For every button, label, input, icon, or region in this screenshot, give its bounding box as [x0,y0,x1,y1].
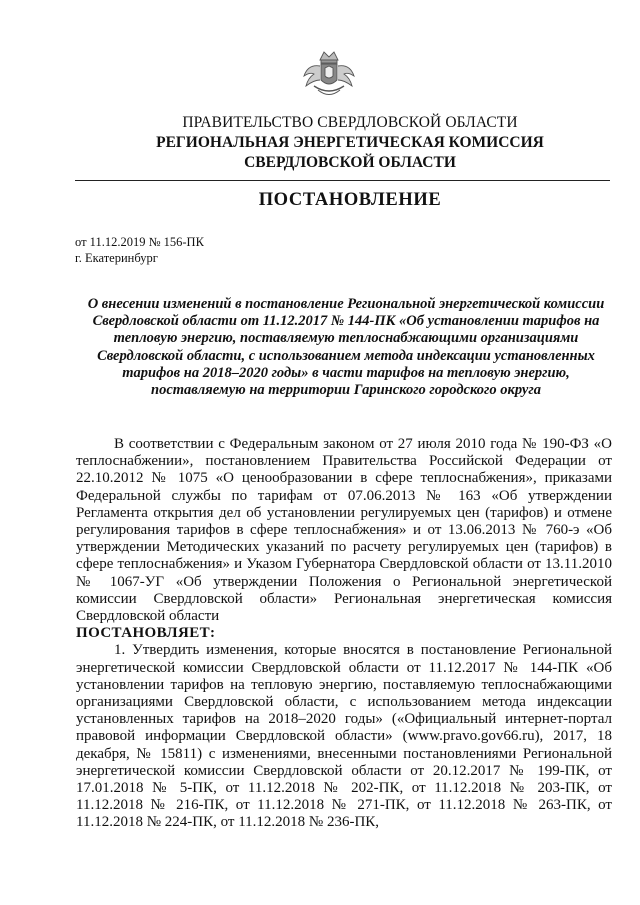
government-name: ПРАВИТЕЛЬСТВО СВЕРДЛОВСКОЙ ОБЛАСТИ [182,114,518,131]
commission-name: РЕГИОНАЛЬНАЯ ЭНЕРГЕТИЧЕСКАЯ КОМИССИЯ [156,134,544,151]
resolves-heading: ПОСТАНОВЛЯЕТ: [76,625,216,642]
region-name: СВЕРДЛОВСКОЙ ОБЛАСТИ [244,154,456,171]
document-type: ПОСТАНОВЛЕНИЕ [258,190,442,210]
header-divider [75,180,610,181]
coat-of-arms-icon [300,46,358,102]
document-subject: О внесении изменений в постановление Региональной энергетической комиссии Свердловской области от 11.12.2017 № 144-ПК «Об установлении тарифов на тепловую энергию, поставляемую теплоснабжающими организациями Свердловской области, с использованием метода индексации установленных тарифов на 2018–2020 годы» в части тарифов на тепловую энергию, поставляемую на территории Гаринского городского округа [87,296,605,399]
document-body [76,436,612,832]
item-1-paragraph: 1. Утвердить изменения, которые вносятся в постановление Региональной энергетической комиссии Свердловской области от 11.12.2017 № 144-ПК «Об установлении тарифов на тепловую энергию, поставляемую теплоснабжающими организациями Свердловской области, с использованием метода индексации установленных тарифов на 2018–2020 годы» («Официальный интернет-портал правовой информации Свердловской области» (www.pravo.gov66.ru), 2017, 18 декабря, № 15811) с изменениями, внесенными постановлениями Региональной энергетической комиссии Свердловской области от 20.12.2017 № 199-ПК, от 17.01.2018 № 5-ПК, от 11.12.2018 № 202-ПК, от 11.12.2018 № 203-ПК, от 11.12.2018 № 216-ПК, от 11.12.2018 № 271-ПК, от 11.12.2018 № 263-ПК, от 11.12.2018 № 224-ПК, от 11.12.2018 № 236-ПК, [76,642,612,831]
document-date-number: от 11.12.2019 № 156-ПК [75,235,204,249]
document-city: г. Екатеринбург [75,251,158,265]
preamble-paragraph: В соответствии с Федеральным законом от 27 июля 2010 года № 190-ФЗ «О теплоснабжении», постановлением Правительства Российской Федерации от 22.10.2012 № 1075 «О ценообразовании в сфере теплоснабжения», приказами Федеральной службы по тарифам от 07.06.2013 № 163 «Об утверждении Регламента открытия дел об установлении регулируемых цен (тарифов) и отмене регулирования тарифов в сфере теплоснабжения» и от 13.06.2013 № 760-э «Об утверждении Методических указаний по расчету регулируемых цен (тарифов) в сфере теплоснабжения» и Указом Губернатора Свердловской области от 13.11.2010 № 1067-УГ «Об утверждении Положения о Региональной энергетической комиссии Свердловской области» Региональная энергетическая комиссия Свердловской области [76,436,612,625]
